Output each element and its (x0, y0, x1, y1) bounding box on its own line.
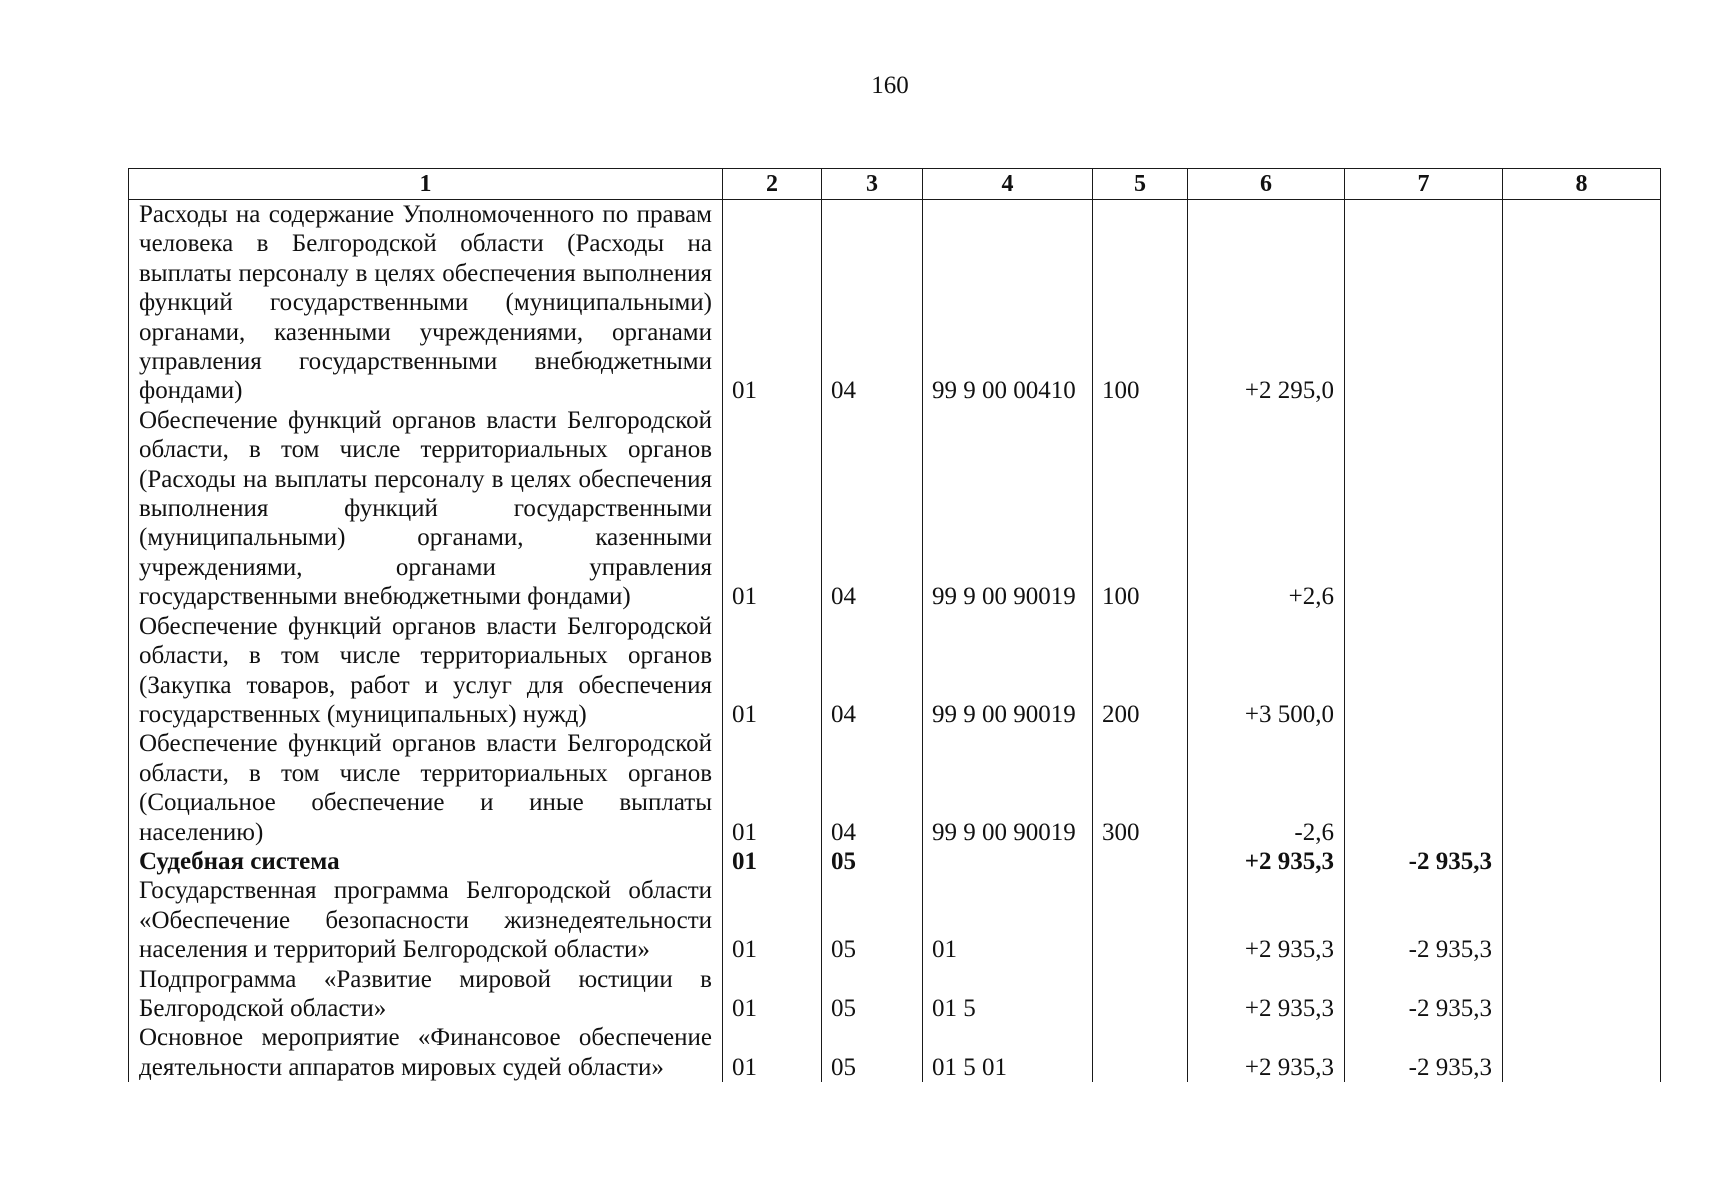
row-section-code: 01 (723, 965, 822, 1024)
row-amount-col8 (1503, 876, 1661, 964)
row-description: Основное мероприятие «Финансовое обеспечение деятельности аппаратов мировых судей области» (129, 1023, 723, 1082)
row-expense-type: 300 (1093, 729, 1188, 847)
row-amount-col6: +2,6 (1188, 406, 1345, 612)
header-col-8: 8 (1503, 169, 1661, 200)
header-col-1: 1 (129, 169, 723, 200)
row-amount-col7 (1345, 406, 1503, 612)
row-section-code: 01 (723, 406, 822, 612)
header-col-2: 2 (723, 169, 822, 200)
row-subsection-code: 05 (822, 876, 923, 964)
row-amount-col6: +2 935,3 (1188, 965, 1345, 1024)
row-target-code: 01 5 (923, 965, 1093, 1024)
table-row (129, 729, 1661, 847)
row-target-code: 99 9 00 90019 (923, 729, 1093, 847)
row-amount-col7: -2 935,3 (1345, 876, 1503, 964)
header-row (129, 169, 1661, 200)
row-subsection-code: 04 (822, 729, 923, 847)
table-row (129, 965, 1661, 1024)
row-amount-col8 (1503, 200, 1661, 406)
budget-table (128, 168, 1661, 1082)
row-expense-type (1093, 1023, 1188, 1082)
row-description: Обеспечение функций органов власти Белгородской области, в том числе территориальных органов (Закупка товаров, работ и услуг для обеспечения государственных (муниципальных) нужд) (129, 612, 723, 730)
table-row (129, 876, 1661, 964)
row-amount-col7: -2 935,3 (1345, 1023, 1503, 1082)
row-amount-col8 (1503, 729, 1661, 847)
row-expense-type: 100 (1093, 406, 1188, 612)
row-section-code: 01 (723, 729, 822, 847)
row-amount-col7 (1345, 612, 1503, 730)
header-col-4: 4 (923, 169, 1093, 200)
row-amount-col8 (1503, 965, 1661, 1024)
row-target-code: 99 9 00 00410 (923, 200, 1093, 406)
header-col-3: 3 (822, 169, 923, 200)
header-col-6: 6 (1188, 169, 1345, 200)
row-expense-type (1093, 847, 1188, 876)
table-row (129, 406, 1661, 612)
row-expense-type: 200 (1093, 612, 1188, 730)
row-subsection-code: 05 (822, 1023, 923, 1082)
row-expense-type: 100 (1093, 200, 1188, 406)
row-description: Обеспечение функций органов власти Белгородской области, в том числе территориальных органов (Расходы на выплаты персоналу в целях обеспечения выполнения функций государственными (муниципальными) органами, казенными учреждениями, органами управления государственными внебюджетными фондами) (129, 406, 723, 612)
row-amount-col6: +2 935,3 (1188, 847, 1345, 876)
row-amount-col8 (1503, 406, 1661, 612)
row-description: Расходы на содержание Уполномоченного по правам человека в Белгородской области (Расходы на выплаты персоналу в целях обеспечения выполнения функций государственными (муниципальными) органами, казенными учреждениями, органами управления государственными внебюджетными фондами) (129, 200, 723, 406)
row-subsection-code: 05 (822, 965, 923, 1024)
row-section-code: 01 (723, 1023, 822, 1082)
row-section-code: 01 (723, 200, 822, 406)
row-amount-col8 (1503, 612, 1661, 730)
row-section-code: 01 (723, 876, 822, 964)
row-target-code: 99 9 00 90019 (923, 612, 1093, 730)
row-description: Судебная система (129, 847, 723, 876)
table-header (129, 169, 1661, 200)
row-amount-col7 (1345, 729, 1503, 847)
row-section-code: 01 (723, 847, 822, 876)
row-amount-col8 (1503, 847, 1661, 876)
row-subsection-code: 04 (822, 406, 923, 612)
row-target-code: 01 5 01 (923, 1023, 1093, 1082)
row-amount-col6: +3 500,0 (1188, 612, 1345, 730)
table-row (129, 200, 1661, 406)
table-row (129, 612, 1661, 730)
row-expense-type (1093, 876, 1188, 964)
header-col-7: 7 (1345, 169, 1503, 200)
row-amount-col6: -2,6 (1188, 729, 1345, 847)
row-amount-col8 (1503, 1023, 1661, 1082)
row-section-code: 01 (723, 612, 822, 730)
table-row (129, 847, 1661, 876)
page-number: 160 (871, 72, 909, 99)
row-target-code (923, 847, 1093, 876)
row-amount-col6: +2 935,3 (1188, 1023, 1345, 1082)
row-subsection-code: 04 (822, 612, 923, 730)
row-amount-col7: -2 935,3 (1345, 965, 1503, 1024)
row-description: Подпрограмма «Развитие мировой юстиции в Белгородской области» (129, 965, 723, 1024)
row-description: Обеспечение функций органов власти Белгородской области, в том числе территориальных органов (Социальное обеспечение и иные выплаты населению) (129, 729, 723, 847)
row-subsection-code: 05 (822, 847, 923, 876)
row-target-code: 99 9 00 90019 (923, 406, 1093, 612)
row-expense-type (1093, 965, 1188, 1024)
table-row (129, 1023, 1661, 1082)
row-amount-col7: -2 935,3 (1345, 847, 1503, 876)
row-amount-col6: +2 935,3 (1188, 876, 1345, 964)
row-description: Государственная программа Белгородской области «Обеспечение безопасности жизнедеятельности населения и территорий Белгородской области» (129, 876, 723, 964)
row-subsection-code: 04 (822, 200, 923, 406)
row-amount-col6: +2 295,0 (1188, 200, 1345, 406)
row-target-code: 01 (923, 876, 1093, 964)
table-body (129, 200, 1661, 1083)
header-col-5: 5 (1093, 169, 1188, 200)
row-amount-col7 (1345, 200, 1503, 406)
